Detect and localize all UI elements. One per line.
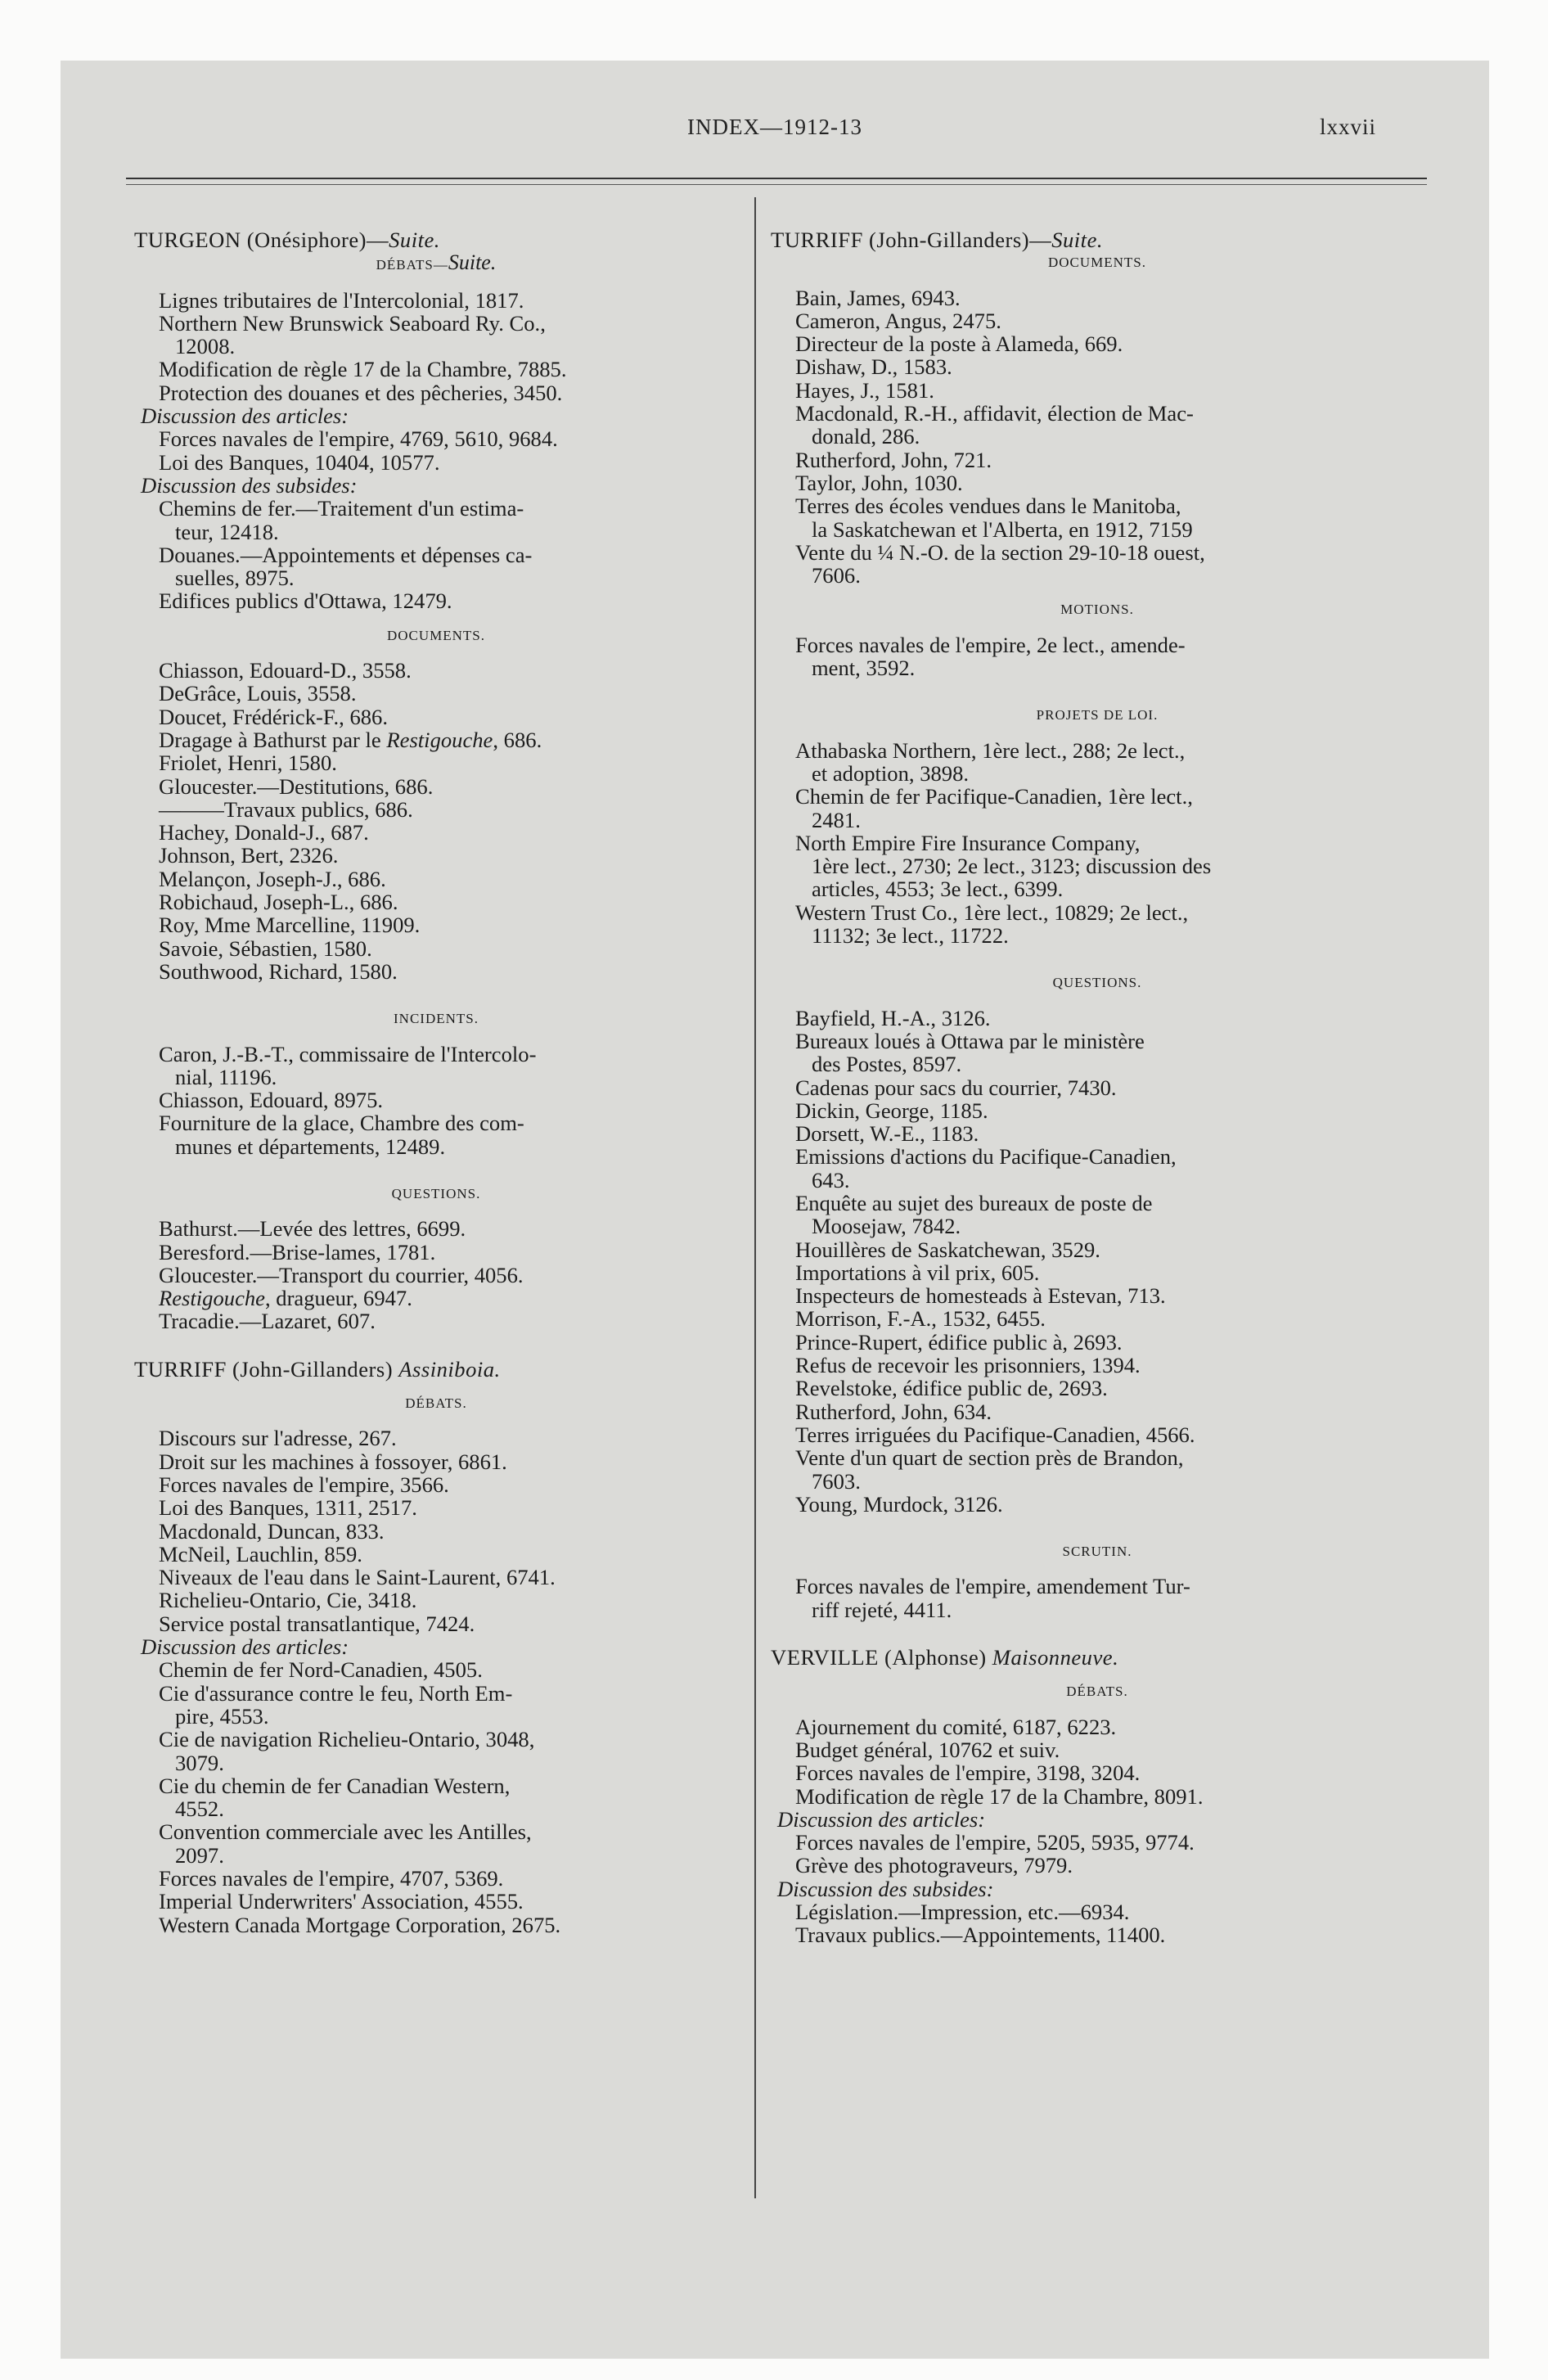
index-line: Richelieu-Ontario, Cie, 3418. (159, 1588, 417, 1613)
index-line: Gloucester.—Destitutions, 686. (159, 773, 434, 799)
index-line: DeGrâce, Louis, 3558. (159, 681, 357, 706)
subsection-label: Discussion des articles: (777, 1806, 986, 1832)
index-line: Dishaw, D., 1583. (795, 354, 952, 380)
index-line: Chemin de fer Nord-Canadien, 4505. (159, 1657, 483, 1683)
index-line: Western Canada Mortgage Corporation, 2675. (159, 1912, 561, 1937)
spacer (771, 1704, 1424, 1715)
spacer (134, 1206, 738, 1217)
index-line: North Empire Fire Insurance Company, (795, 830, 1141, 855)
text-run: , dragueur, 6947. (264, 1286, 412, 1311)
section-label: DÉBATS. (405, 1395, 467, 1412)
index-line: 2097. (175, 1842, 224, 1868)
index-line: pire, 4553. (175, 1703, 269, 1729)
spacer (134, 1381, 738, 1392)
section-label: DÉBATS. (1066, 1684, 1128, 1700)
member-name: TURRIFF (John-Gillanders)— (771, 228, 1052, 252)
index-line: Chiasson, Edouard, 8975. (159, 1088, 384, 1113)
index-line: et adoption, 3898. (812, 760, 970, 786)
spacer (134, 613, 738, 624)
index-line: Modification de règle 17 de la Chambre, 8091. (795, 1783, 1204, 1809)
index-line: Forces navales de l'empire, amendement Tur- (795, 1574, 1190, 1599)
index-line: Northern New Brunswick Seaboard Ry. Co., (159, 310, 546, 336)
text-run: , 686. (493, 727, 542, 752)
index-line: la Saskatchewan et l'Alberta, en 1912, 7159 (812, 516, 1193, 542)
section-label: QUESTIONS. (391, 1185, 481, 1201)
suite-label: Suite. (448, 250, 497, 275)
spacer (771, 728, 1424, 739)
index-line: Tracadie.—Lazaret, 607. (159, 1309, 376, 1334)
index-line: Dickin, George, 1185. (795, 1098, 988, 1123)
page-number: lxxvii (1319, 115, 1376, 139)
index-line: suelles, 8975. (175, 566, 295, 591)
index-line: Chemins de fer.—Traitement d'un estima- (159, 496, 524, 521)
index-line: Young, Murdock, 3126. (795, 1491, 1003, 1517)
index-line: Budget général, 10762 et suiv. (795, 1737, 1060, 1762)
spacer (771, 622, 1424, 633)
index-line: Grève des photograveurs, 7979. (795, 1853, 1073, 1878)
index-line: munes et départements, 12489. (175, 1134, 446, 1159)
spacer (771, 679, 1424, 704)
index-line: Protection des douanes et des pêcheries, 3450. (159, 380, 563, 405)
index-line: Forces navales de l'empire, 4707, 5369. (159, 1866, 504, 1891)
section-label: DOCUMENTS. (1047, 255, 1147, 271)
spacer (771, 947, 1424, 971)
index-line: Législation.—Impression, etc.—6934. (795, 1900, 1130, 1924)
index-line: Roy, Mme Marcelline, 11909. (159, 913, 421, 938)
index-line: Morrison, F.-A., 1532, 6455. (795, 1306, 1046, 1332)
index-line: Vente d'un quart de section près de Brandon, (795, 1445, 1184, 1471)
index-line: Douanes.—Appointements et dépenses ca- (159, 542, 533, 567)
index-line: Melançon, Joseph-J., 686. (159, 866, 386, 891)
index-line: Loi des Banques, 1311, 2517. (159, 1495, 417, 1521)
header-rule-thin (126, 184, 1427, 185)
section-label: SCRUTIN. (1062, 1544, 1132, 1560)
index-line: Western Trust Co., 1ère lect., 10829; 2e lect., (795, 899, 1189, 925)
index-line: Loi des Banques, 10404, 10577. (159, 449, 440, 475)
index-line: Rutherford, John, 634. (795, 1399, 992, 1424)
italic-run: Restigouche (386, 727, 493, 752)
index-line: Cameron, Angus, 2475. (795, 308, 1001, 333)
index-line: Discours sur l'adresse, 267. (159, 1426, 397, 1451)
index-line: Hayes, J., 1581. (795, 377, 934, 403)
index-line: des Postes, 8597. (812, 1052, 962, 1077)
index-line: Revelstoke, édifice public de, 2693. (795, 1376, 1108, 1401)
section-label: MOTIONS. (1060, 602, 1134, 618)
index-line: Forces navales de l'empire, 2e lect., amende- (795, 632, 1186, 657)
text-run: Dragage à Bathurst par le (159, 727, 387, 752)
index-line: 11132; 3e lect., 11722. (812, 923, 1009, 949)
index-line: Dorsett, W.-E., 1183. (795, 1121, 979, 1147)
member-name: TURGEON (Onésiphore)— (134, 228, 389, 252)
index-line: Terres des écoles vendues dans le Manitoba, (795, 494, 1181, 519)
index-line: Ajournement du comité, 6187, 6223. (795, 1714, 1117, 1739)
subsection-label: Discussion des articles: (141, 1634, 349, 1660)
entry-heading (134, 1358, 738, 1381)
index-line: Forces navales de l'empire, 5205, 5935, 9774. (795, 1830, 1195, 1855)
index-line: Convention commerciale avec les Antilles, (159, 1819, 532, 1845)
index-line: Lignes tributaires de l'Intercolonial, 1817. (159, 287, 524, 313)
index-line: Southwood, Richard, 1580. (159, 958, 398, 984)
spacer (771, 1516, 1424, 1540)
index-line: nial, 11196. (175, 1064, 277, 1089)
subsection-label: Discussion des articles: (141, 403, 349, 429)
index-line: 7603. (812, 1468, 861, 1494)
index-line: Rutherford, John, 721. (795, 447, 992, 472)
index-line: Cie de navigation Richelieu-Ontario, 3048, (159, 1727, 535, 1752)
spacer (771, 995, 1424, 1007)
spacer (134, 1415, 738, 1427)
index-line: Terres irriguées du Pacifique-Canadien, 4566. (795, 1422, 1195, 1447)
spacer (134, 1158, 738, 1183)
entry-heading (771, 1646, 1424, 1669)
index-line: McNeil, Lauchlin, 859. (159, 1541, 362, 1566)
index-line: articles, 4553; 3e lect., 6399. (812, 877, 1064, 902)
index-line: riff rejeté, 4411. (812, 1597, 952, 1622)
index-line: Taylor, John, 1030. (795, 470, 963, 495)
index-line: Prince-Rupert, édifice public à, 2693. (795, 1329, 1123, 1355)
index-line: Importations à vil prix, 605. (795, 1260, 1040, 1285)
index-line: Forces navales de l'empire, 3566. (159, 1472, 449, 1497)
index-line: Bureaux loués à Ottawa par le ministère (795, 1028, 1145, 1053)
section-label: PROJETS DE LOI. (1036, 707, 1159, 723)
index-line: 643. (812, 1167, 850, 1192)
index-line: teur, 12418. (175, 519, 279, 544)
index-line: donald, 286. (812, 424, 920, 449)
index-line: Caron, J.-B.-T., commissaire de l'Intercolo- (159, 1041, 537, 1066)
section-label (134, 251, 738, 277)
spacer (134, 1333, 738, 1358)
index-line: Imperial Underwriters' Association, 4555. (159, 1889, 524, 1914)
entry-heading (771, 228, 1424, 251)
spacer (771, 1621, 1424, 1646)
spacer (771, 275, 1424, 286)
spacer (134, 277, 738, 289)
index-line: Johnson, Bert, 2326. (159, 843, 339, 868)
index-line: Chemin de fer Pacifique-Canadien, 1ère lect., (795, 784, 1193, 809)
index-line: ———Travaux publics, 686. (159, 796, 413, 822)
debats-label: DÉBATS— (376, 257, 448, 273)
entry-heading (134, 228, 738, 251)
index-line: Houillères de Saskatchewan, 3529. (795, 1237, 1100, 1262)
index-line: Savoie, Sébastien, 1580. (159, 935, 372, 961)
running-title: INDEX—1912-13 (687, 115, 862, 139)
header-rule (126, 178, 1427, 179)
index-line (134, 728, 738, 751)
index-line: Robichaud, Joseph-L., 686. (159, 890, 398, 915)
subsection-label: Discussion des subsides: (777, 1876, 994, 1901)
index-line: Travaux publics.—Appointements, 11400. (795, 1922, 1166, 1948)
index-line: 2481. (812, 807, 861, 832)
riding-name: Maisonneuve. (992, 1645, 1119, 1670)
member-name: VERVILLE (Alphonse) (771, 1645, 992, 1670)
index-line: Edifices publics d'Ottawa, 12479. (159, 588, 452, 614)
index-line: Fourniture de la glace, Chambre des com- (159, 1111, 524, 1136)
spacer (134, 983, 738, 1007)
index-line: Gloucester.—Transport du courrier, 4056. (159, 1262, 524, 1287)
suite-label: Suite. (389, 228, 440, 252)
page-header (61, 115, 1489, 147)
index-line: Macdonald, Duncan, 833. (159, 1518, 385, 1544)
index-line: Moosejaw, 7842. (812, 1214, 961, 1239)
index-line: Forces navales de l'empire, 3198, 3204. (795, 1760, 1141, 1786)
column-divider (754, 197, 756, 2198)
index-line: Inspecteurs de homesteads à Estevan, 713. (795, 1283, 1166, 1309)
section-label: INCIDENTS. (394, 1011, 479, 1027)
index-line: 1ère lect., 2730; 2e lect., 3123; discussion des (812, 854, 1212, 879)
index-line: Service postal transatlantique, 7424. (159, 1611, 475, 1636)
riding-name: Assiniboia. (398, 1356, 501, 1382)
index-line: 7606. (812, 563, 861, 588)
index-line: Cadenas pour sacs du courrier, 7430. (795, 1075, 1117, 1100)
index-line: Cie du chemin de fer Canadian Western, (159, 1773, 511, 1798)
index-line: Enquête au sujet des bureaux de poste de (795, 1190, 1153, 1215)
index-line: 4552. (175, 1796, 224, 1822)
index-line: Droit sur les machines à fossoyer, 6861. (159, 1449, 507, 1474)
left-column (134, 228, 738, 1936)
index-line: Niveaux de l'eau dans le Saint-Laurent, 6741. (159, 1565, 556, 1590)
suite-label: Suite. (1051, 228, 1104, 252)
index-line: Cie d'assurance contre le feu, North Em- (159, 1680, 513, 1706)
index-line: Doucet, Frédérick-F., 686. (159, 704, 388, 729)
index-line: Friolet, Henri, 1580. (159, 751, 337, 776)
index-line: Modification de règle 17 de la Chambre, 7885. (159, 357, 567, 382)
spacer (771, 1669, 1424, 1680)
index-line: Vente du ¼ N.-O. de la section 29-10-18 ouest, (795, 539, 1205, 565)
index-line: Beresford.—Brise-lames, 1781. (159, 1239, 436, 1264)
index-line: Directeur de la poste à Alameda, 669. (795, 331, 1123, 357)
index-line: ment, 3592. (812, 656, 916, 681)
index-line: Bathurst.—Levée des lettres, 6699. (159, 1216, 466, 1242)
italic-run: Restigouche (159, 1286, 265, 1311)
spacer (771, 1563, 1424, 1575)
right-column (771, 228, 1424, 1947)
index-line: Athabaska Northern, 1ère lect., 288; 2e lect., (795, 737, 1186, 763)
spacer (134, 1031, 738, 1043)
scanned-page (61, 61, 1489, 2359)
spacer (134, 647, 738, 659)
index-line: 3079. (175, 1750, 224, 1775)
member-name: TURRIFF (John-Gillanders) (134, 1356, 399, 1382)
index-line: Bain, James, 6943. (795, 285, 961, 310)
index-line: Forces navales de l'empire, 4769, 5610, 9684. (159, 426, 558, 452)
index-line: Hachey, Donald-J., 687. (159, 820, 369, 845)
section-label: DOCUMENTS. (386, 627, 486, 643)
index-line: Macdonald, R.-H., affidavit, élection de Mac- (795, 401, 1194, 426)
index-line: Bayfield, H.-A., 3126. (795, 1005, 991, 1030)
index-line (134, 1287, 738, 1309)
index-line: Refus de recevoir les prisonniers, 1394. (795, 1353, 1141, 1378)
index-line: Emissions d'actions du Pacifique-Canadien, (795, 1144, 1177, 1170)
index-line: Chiasson, Edouard-D., 3558. (159, 658, 412, 683)
index-line: 12008. (175, 334, 236, 359)
section-label: QUESTIONS. (1052, 975, 1142, 991)
spacer (771, 587, 1424, 598)
subsection-label: Discussion des subsides: (141, 472, 358, 498)
